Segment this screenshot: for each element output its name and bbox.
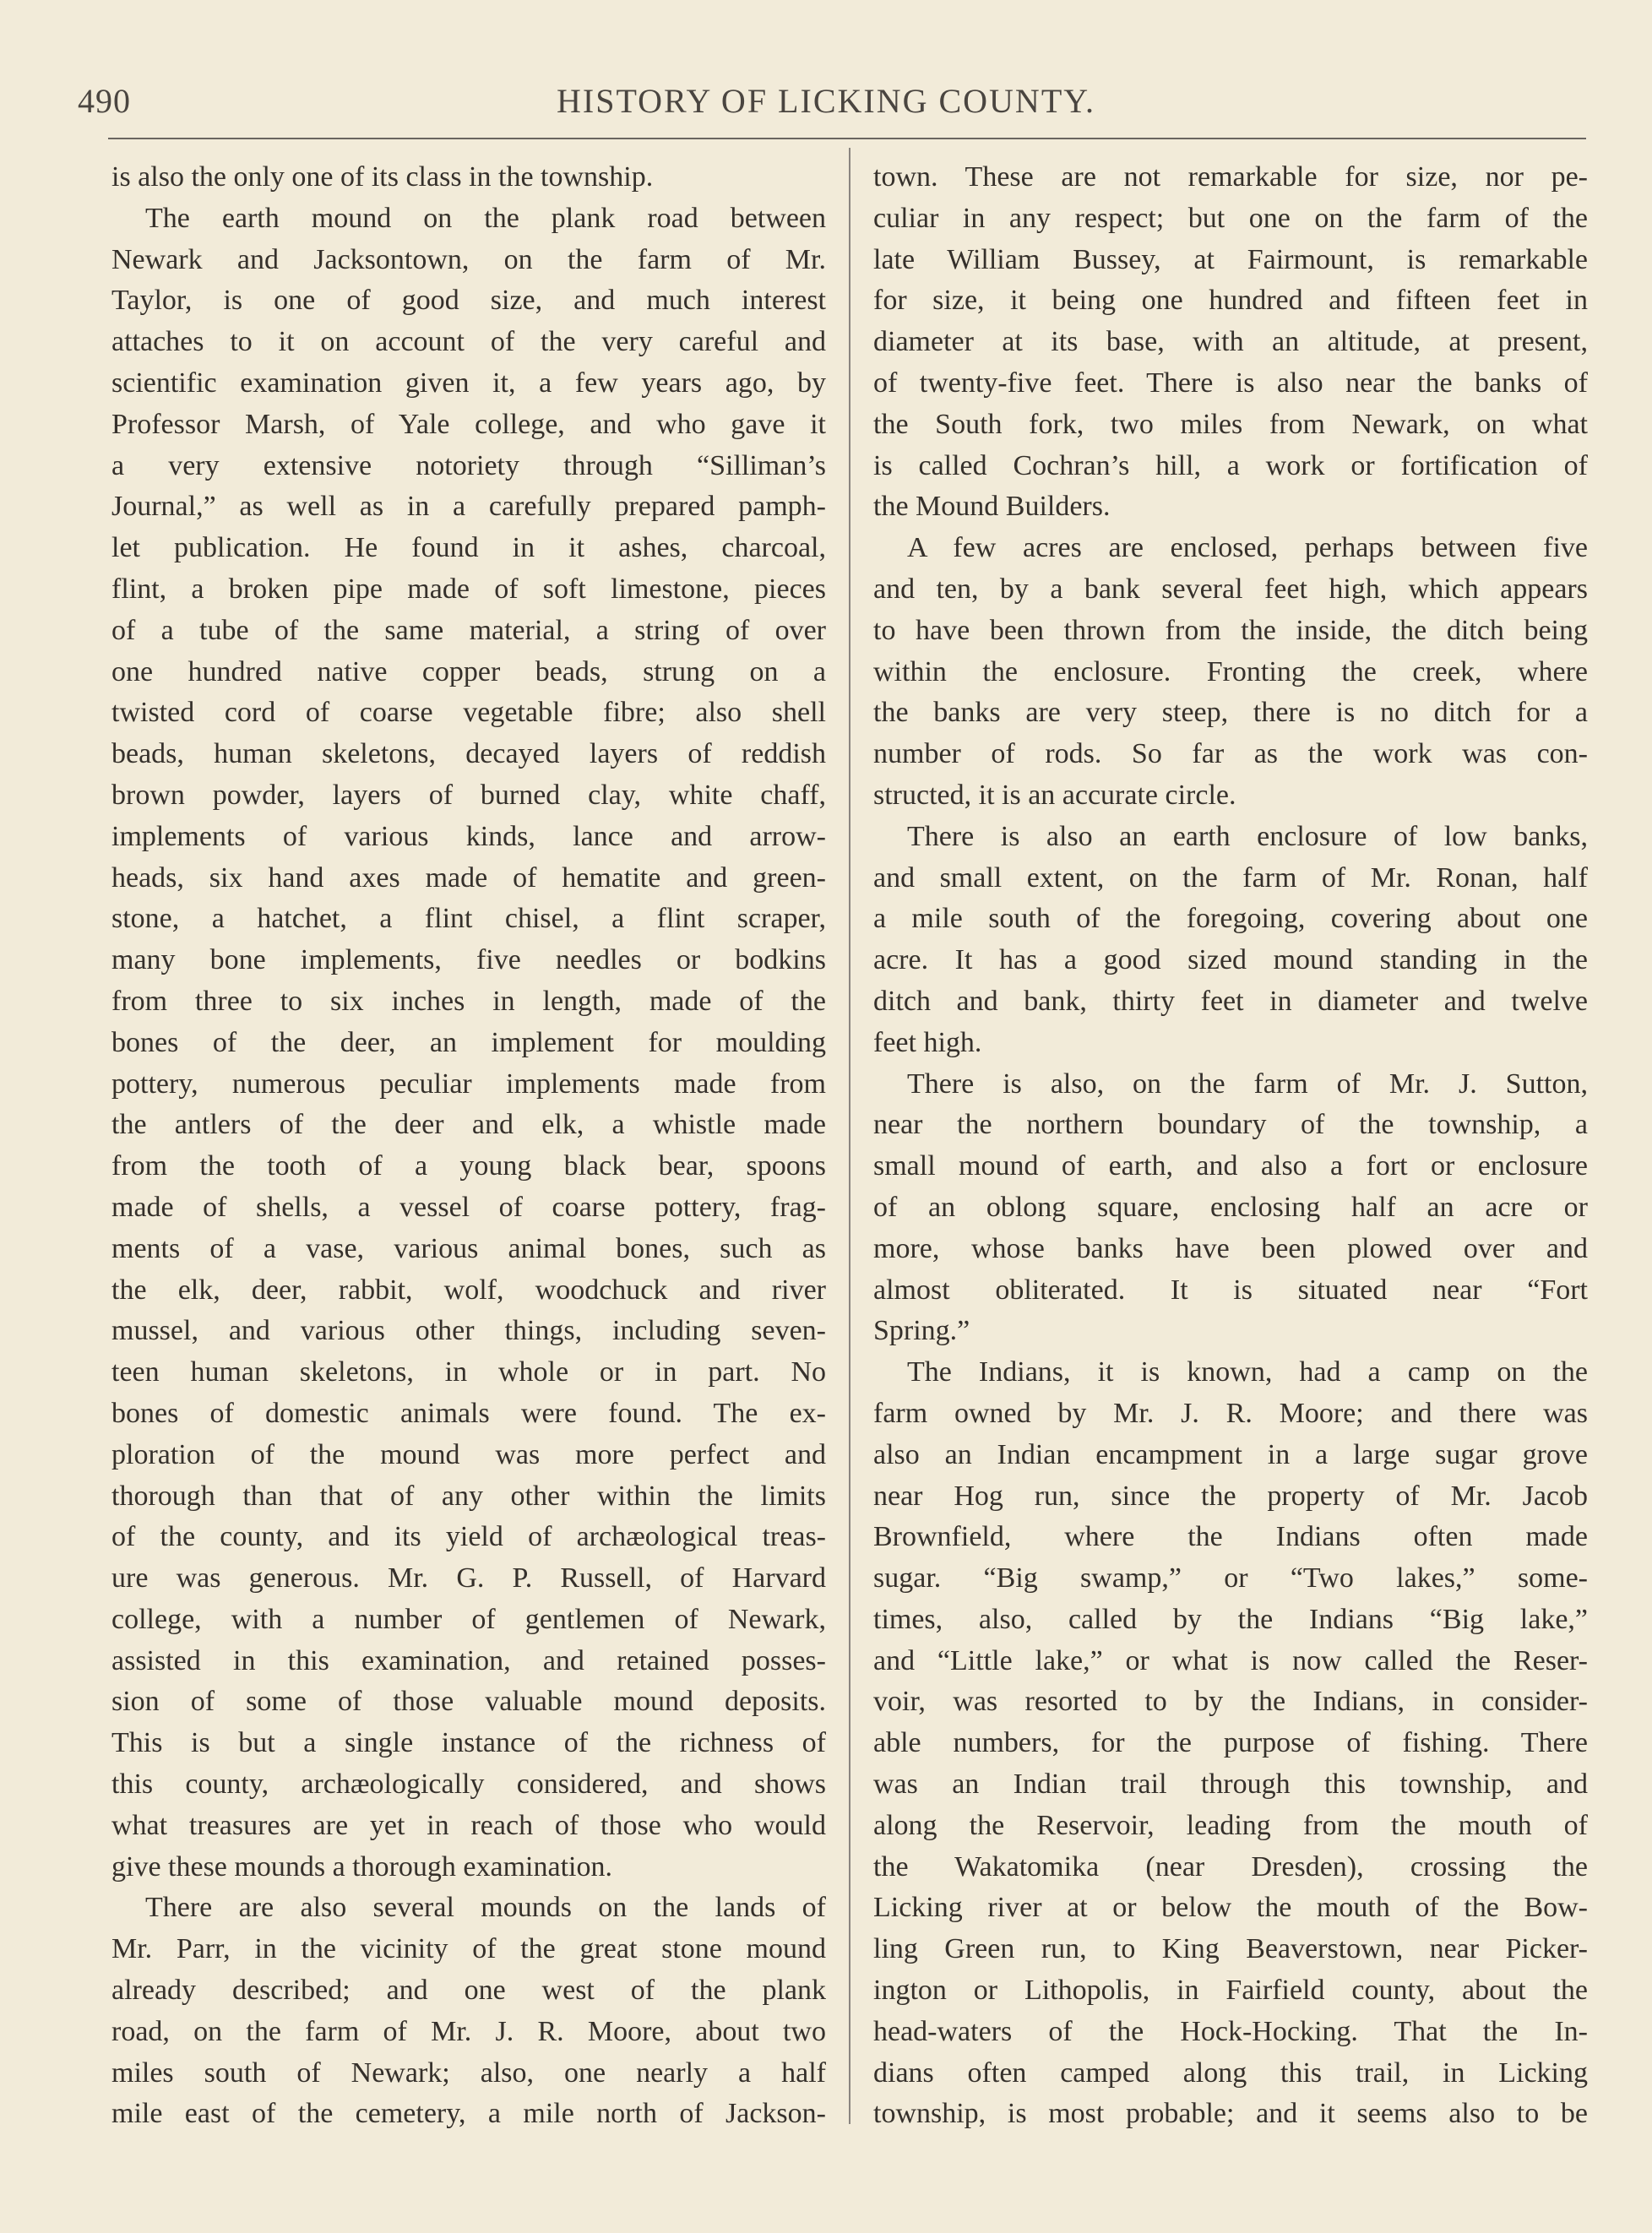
text-line: mile east of the cemetery, a mile north of Jackson- [111, 2098, 826, 2130]
text-line: let publication. He found in it ashes, charcoal, [111, 532, 826, 564]
text-line: ling Green run, to King Beaverstown, near Picker- [873, 1933, 1588, 1965]
text-line: college, with a number of gentlemen of Newark, [111, 1603, 826, 1635]
text-line: The Indians, it is known, had a camp on the [907, 1356, 1588, 1388]
text-line: implements of various kinds, lance and arrow- [111, 820, 826, 852]
text-line: Brownfield, where the Indians often made [873, 1521, 1588, 1553]
text-line: stone, a hatchet, a flint chisel, a flint scraper, [111, 903, 826, 935]
text-line: from the tooth of a young black bear, spoons [111, 1150, 826, 1182]
text-line: thorough than that of any other within the limits [111, 1480, 826, 1512]
text-line: near Hog run, since the property of Mr. Jacob [873, 1480, 1588, 1512]
text-line: give these mounds a thorough examination. [111, 1850, 612, 1883]
text-line: ditch and bank, thirty feet in diameter and twelve [873, 985, 1588, 1017]
text-line: township, is most probable; and it seems also to be [873, 2098, 1588, 2130]
text-line: Taylor, is one of good size, and much interest [111, 285, 826, 317]
text-line: assisted in this examination, and retained posses- [111, 1644, 826, 1676]
text-line: pottery, numerous peculiar implements made from [111, 1068, 826, 1100]
text-line: and ten, by a bank several feet high, which appears [873, 573, 1588, 605]
text-line: sion of some of those valuable mound deposits. [111, 1686, 826, 1718]
text-line: dians often camped along this trail, in Licking [873, 2056, 1588, 2089]
text-line: attaches to it on account of the very careful and [111, 326, 826, 358]
text-line: small mound of earth, and also a fort or enclosure [873, 1150, 1588, 1182]
text-line: brown powder, layers of burned clay, white chaff, [111, 779, 826, 811]
text-line: also an Indian encampment in a large sugar grove [873, 1438, 1588, 1470]
text-line: ure was generous. Mr. G. P. Russell, of Harvard [111, 1562, 826, 1595]
text-line: is also the only one of its class in the township. [111, 161, 654, 193]
text-line: along the Reservoir, leading from the mouth of [873, 1809, 1588, 1841]
text-line: heads, six hand axes made of hematite and green- [111, 861, 826, 894]
text-line: ington or Lithopolis, in Fairfield county, about the [873, 1975, 1588, 2007]
text-line: bones of the deer, an implement for moulding [111, 1026, 826, 1058]
text-line: flint, a broken pipe made of soft limestone, pieces [111, 573, 826, 605]
text-line: within the enclosure. Fronting the creek, where [873, 655, 1588, 687]
text-line: miles south of Newark; also, one nearly a half [111, 2056, 826, 2089]
text-line: There is also, on the farm of Mr. J. Sutton, [907, 1068, 1588, 1100]
text-line: road, on the farm of Mr. J. R. Moore, about two [111, 2015, 826, 2047]
text-line: farm owned by Mr. J. R. Moore; and there was [873, 1397, 1588, 1429]
text-line: from three to six inches in length, made of the [111, 985, 826, 1017]
text-line: is called Cochran’s hill, a work or fortification of [873, 449, 1588, 481]
text-line: beads, human skeletons, decayed layers of reddish [111, 738, 826, 770]
text-line: almost obliterated. It is situated near “Fort [873, 1274, 1588, 1306]
text-line: many bone implements, five needles or bodkins [111, 944, 826, 976]
text-line: bones of domestic animals were found. The ex- [111, 1397, 826, 1429]
text-line: Spring.” [873, 1315, 970, 1347]
text-line: Professor Marsh, of Yale college, and who gave it [111, 408, 826, 440]
text-line: Mr. Parr, in the vicinity of the great stone mound [111, 1933, 826, 1965]
text-line: sugar. “Big swamp,” or “Two lakes,” some- [873, 1562, 1588, 1595]
text-line: what treasures are yet in reach of those who would [111, 1809, 826, 1841]
text-line: twisted cord of coarse vegetable fibre; also shell [111, 697, 826, 729]
text-line: There is also an earth enclosure of low banks, [907, 820, 1588, 852]
text-line: one hundred native copper beads, strung on a [111, 655, 826, 687]
text-line: culiar in any respect; but one on the farm of the [873, 202, 1588, 234]
text-line: There are also several mounds on the lands of [145, 1892, 826, 1924]
text-line: and “Little lake,” or what is now called the Reser- [873, 1644, 1588, 1676]
text-line: to have been thrown from the inside, the ditch being [873, 614, 1588, 646]
text-line: head-waters of the Hock-Hocking. That the In- [873, 2015, 1588, 2047]
text-line: the Mound Builders. [873, 491, 1111, 523]
page-number: 490 [78, 82, 131, 120]
text-line: times, also, called by the Indians “Big lake,” [873, 1603, 1588, 1635]
text-line: already described; and one west of the plank [111, 1975, 826, 2007]
text-line: Newark and Jacksontown, on the farm of Mr. [111, 243, 826, 275]
text-line: This is but a single instance of the richness of [111, 1727, 826, 1759]
running-head: HISTORY OF LICKING COUNTY. [557, 82, 1095, 120]
text-line: more, whose banks have been plowed over and [873, 1232, 1588, 1264]
text-line: late William Bussey, at Fairmount, is remarkable [873, 243, 1588, 275]
text-line: the South fork, two miles from Newark, on what [873, 408, 1588, 440]
text-line: a mile south of the foregoing, covering about one [873, 903, 1588, 935]
right-column [873, 157, 1588, 2135]
text-line: the elk, deer, rabbit, wolf, woodchuck and river [111, 1274, 826, 1306]
text-line: Licking river at or below the mouth of the Bow- [873, 1892, 1588, 1924]
text-line: number of rods. So far as the work was con- [873, 738, 1588, 770]
text-line: Journal,” as well as in a carefully prepared pamph- [111, 491, 826, 523]
text-line: near the northern boundary of the township, a [873, 1109, 1588, 1141]
text-line: of a tube of the same material, a string of over [111, 614, 826, 646]
text-line: mussel, and various other things, including seven- [111, 1315, 826, 1347]
text-line: a very extensive notoriety through “Silliman’s [111, 449, 826, 481]
text-line: of twenty-five feet. There is also near the banks of [873, 367, 1588, 399]
text-line: and small extent, on the farm of Mr. Ronan, half [873, 861, 1588, 894]
text-line: of an oblong square, enclosing half an acre or [873, 1191, 1588, 1223]
text-line: voir, was resorted to by the Indians, in consider- [873, 1686, 1588, 1718]
text-line: acre. It has a good sized mound standing in the [873, 944, 1588, 976]
left-column [111, 157, 826, 2135]
text-line: teen human skeletons, in whole or in part. No [111, 1356, 826, 1388]
text-line: ments of a vase, various animal bones, such as [111, 1232, 826, 1264]
text-line: The earth mound on the plank road between [145, 202, 826, 234]
text-line: this county, archæologically considered, and shows [111, 1768, 826, 1801]
text-line: made of shells, a vessel of coarse pottery, frag- [111, 1191, 826, 1223]
text-line: the Wakatomika (near Dresden), crossing the [873, 1850, 1588, 1883]
text-line: diameter at its base, with an altitude, at present, [873, 326, 1588, 358]
text-line: structed, it is an accurate circle. [873, 779, 1236, 811]
text-line: able numbers, for the purpose of fishing. There [873, 1727, 1588, 1759]
text-line: ploration of the mound was more perfect and [111, 1438, 826, 1470]
column-divider [849, 148, 850, 2124]
text-line: scientific examination given it, a few years ago, by [111, 367, 826, 399]
text-line: for size, it being one hundred and fifteen feet in [873, 285, 1588, 317]
text-line: the banks are very steep, there is no ditch for a [873, 697, 1588, 729]
text-line: of the county, and its yield of archæological treas- [111, 1521, 826, 1553]
text-line: A few acres are enclosed, perhaps between five [907, 532, 1588, 564]
text-line: the antlers of the deer and elk, a whistle made [111, 1109, 826, 1141]
text-line: was an Indian trail through this township, and [873, 1768, 1588, 1801]
text-line: feet high. [873, 1026, 982, 1058]
header-rule [108, 138, 1586, 139]
text-line: town. These are not remarkable for size, nor pe- [873, 161, 1588, 193]
